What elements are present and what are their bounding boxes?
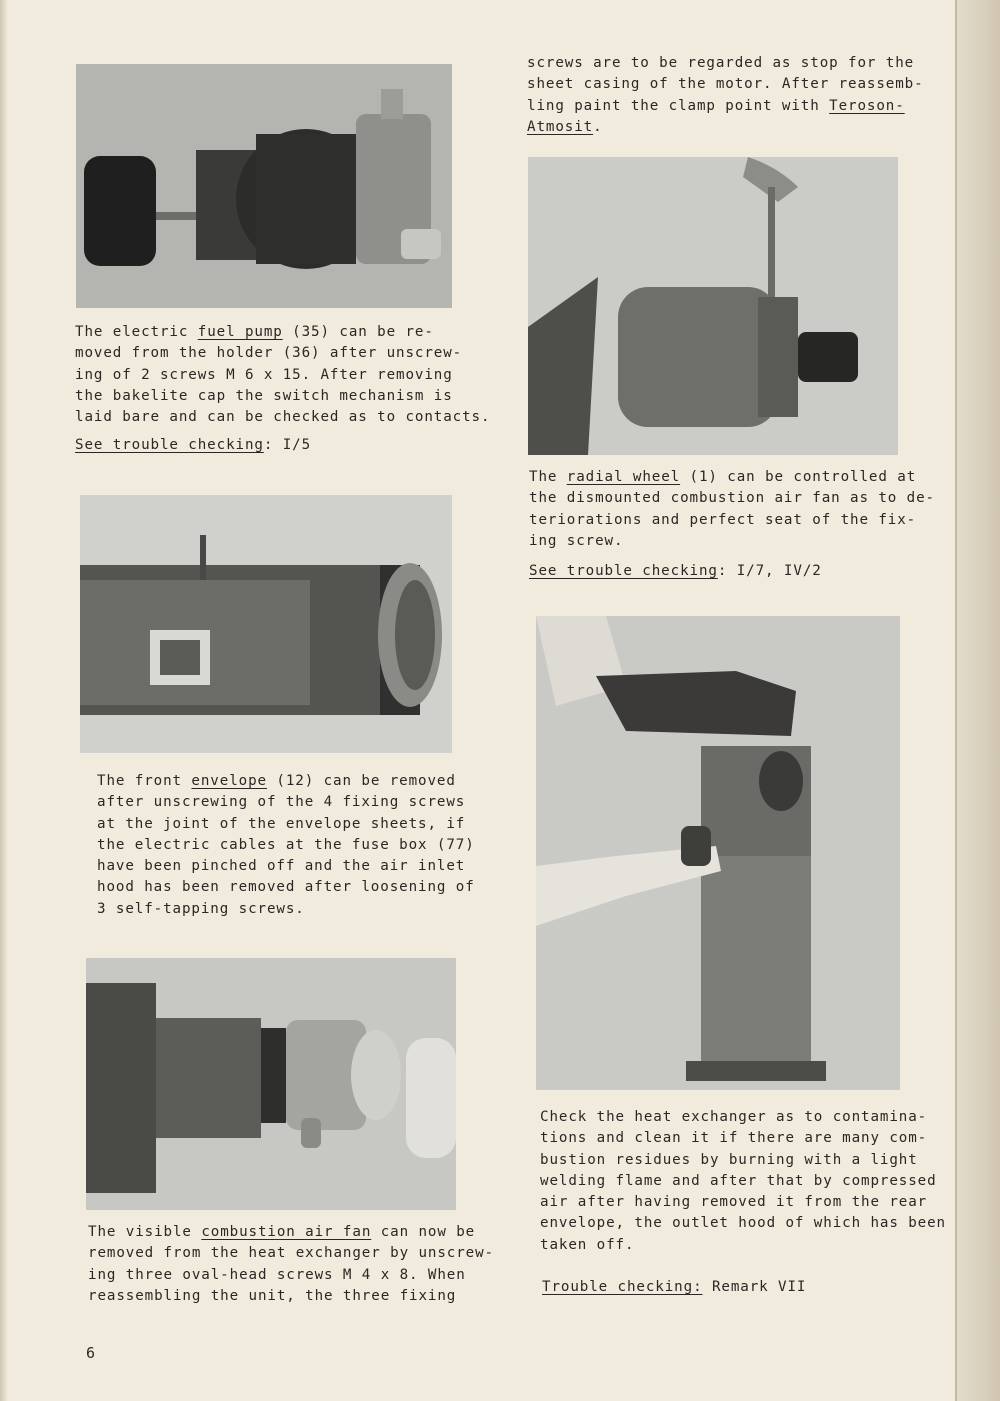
photo-heat-exchanger [536, 616, 900, 1090]
page-binding-edge [0, 0, 8, 1401]
envelope-caption [97, 771, 475, 920]
caption-text: at the joint of the envelope sheets, if [97, 815, 466, 832]
caption-text: envelope, the outlet hood of which has been [540, 1215, 946, 1232]
caption-text: the dismounted combustion air fan as to de- [529, 490, 935, 507]
caption-text: after unscrewing of the 4 fixing screws [97, 794, 466, 811]
photo-combustion-air-fan [86, 958, 456, 1210]
fuel-pump-term: fuel pump [197, 324, 283, 340]
photo-envelope [80, 495, 452, 753]
photo-fuel-pump [76, 64, 452, 308]
caption-text: teriorations and perfect seat of the fix- [529, 511, 917, 528]
combustion-fan-illustration [86, 958, 456, 1210]
page-curl-edge [955, 0, 1000, 1401]
caption-text: 3 self-tapping screws. [97, 900, 305, 917]
caption-text: air after having removed it from the rear [540, 1194, 928, 1211]
page-number: 6 [86, 1344, 96, 1362]
caption-text: (1) can be controlled at [680, 469, 917, 485]
trouble-checking-value: : I/7, IV/2 [717, 563, 822, 579]
fuel-pump-trouble-ref [75, 437, 311, 453]
teroson-atmosit-term: Teroson- [829, 97, 905, 114]
radial-wheel-illustration [528, 157, 898, 455]
caption-text: (12) can be removed [266, 773, 456, 789]
envelope-illustration [80, 495, 452, 753]
caption-text: tions and clean it if there are many com- [540, 1130, 928, 1147]
caption-text: the electric cables at the fuse box (77) [97, 836, 475, 853]
fuel-pump-caption [75, 322, 490, 428]
heat-exchanger-trouble-ref [542, 1279, 806, 1295]
caption-text: The electric [75, 324, 198, 340]
caption-text: ing three oval-head screws M 4 x 8. When [88, 1266, 466, 1283]
caption-text: screws are to be regarded as stop for the [527, 55, 915, 71]
heat-exchanger-caption [540, 1107, 946, 1256]
caption-text: removed from the heat exchanger by unscrew- [88, 1245, 494, 1262]
caption-text: bustion residues by burning with a light [540, 1151, 918, 1168]
screws-continued-caption [527, 53, 924, 138]
caption-text: reassembling the unit, the three fixing [88, 1287, 457, 1304]
caption-text: ing screw. [529, 532, 624, 549]
radial-wheel-trouble-ref [529, 563, 822, 579]
trouble-checking-label: See trouble checking [529, 563, 718, 579]
combustion-air-fan-term: combustion air fan [201, 1224, 372, 1240]
radial-wheel-caption [529, 467, 935, 552]
radial-wheel-term: radial wheel [566, 469, 681, 485]
envelope-term: envelope [191, 773, 267, 789]
caption-text: ing of 2 screws M 6 x 15. After removing [75, 366, 453, 383]
heat-exchanger-illustration [536, 616, 900, 1090]
caption-text: the bakelite cap the switch mechanism is [75, 387, 453, 404]
caption-text: can now be [371, 1224, 476, 1240]
trouble-checking-value: : I/5 [263, 437, 312, 453]
fuel-pump-illustration [76, 64, 452, 308]
caption-text: . [593, 118, 603, 135]
caption-text: (35) can be re- [282, 324, 434, 340]
caption-text: The front [97, 773, 192, 789]
caption-text: taken off. [540, 1236, 635, 1253]
caption-text: moved from the holder (36) after unscrew- [75, 345, 463, 362]
caption-text: The visible [88, 1224, 202, 1240]
caption-text: ling paint the clamp point with [527, 97, 830, 114]
trouble-checking-label: Trouble checking: [542, 1279, 703, 1295]
teroson-atmosit-term: Atmosit [527, 118, 594, 135]
caption-text: welding flame and after that by compressed [540, 1172, 937, 1189]
photo-radial-wheel [528, 157, 898, 455]
caption-text: Check the heat exchanger as to contamina- [540, 1109, 928, 1125]
caption-text: hood has been removed after loosening of [97, 879, 475, 896]
caption-text: laid bare and can be checked as to contacts. [75, 409, 491, 426]
caption-text: The [529, 469, 567, 485]
combustion-fan-caption [88, 1222, 494, 1307]
caption-text: sheet casing of the motor. After reassemb- [527, 76, 924, 93]
caption-text: have been pinched off and the air inlet [97, 858, 466, 875]
trouble-checking-label: See trouble checking [75, 437, 264, 453]
trouble-checking-value: Remark VII [702, 1279, 807, 1295]
